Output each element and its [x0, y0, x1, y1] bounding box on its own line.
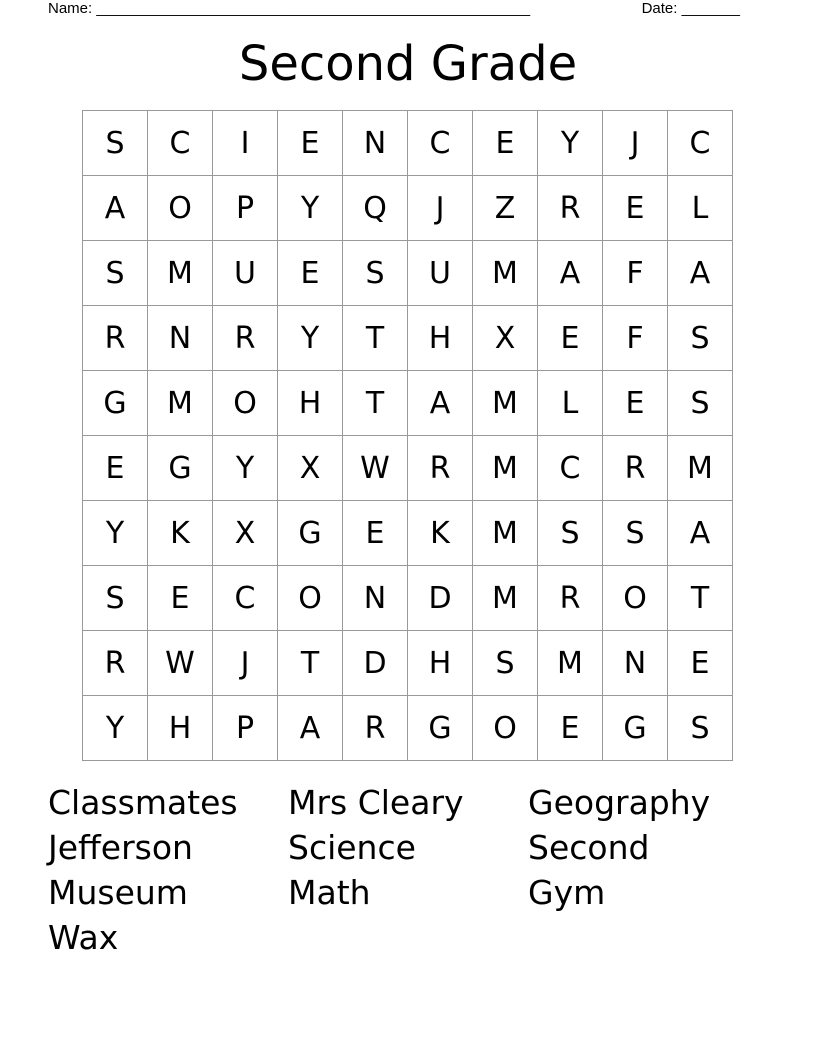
word-list-item: Second — [528, 828, 650, 867]
word-list — [48, 780, 768, 960]
grid-cell: Q — [343, 176, 408, 241]
grid-cell: R — [343, 696, 408, 761]
grid-cell: S — [668, 371, 733, 436]
grid-cell: E — [278, 241, 343, 306]
grid-cell: R — [538, 176, 603, 241]
grid-cell: M — [473, 566, 538, 631]
grid-cell: O — [473, 696, 538, 761]
grid-cell: X — [473, 306, 538, 371]
grid-cell: A — [83, 176, 148, 241]
grid-cell: H — [408, 631, 473, 696]
grid-cell: N — [343, 111, 408, 176]
grid-cell: E — [668, 631, 733, 696]
grid-cell: E — [538, 306, 603, 371]
word-list-item: Geography — [528, 783, 711, 822]
grid-cell: R — [83, 631, 148, 696]
word-list-item: Math — [288, 873, 371, 912]
grid-cell: E — [538, 696, 603, 761]
grid-cell: P — [213, 696, 278, 761]
grid-cell: J — [408, 176, 473, 241]
grid-cell: R — [538, 566, 603, 631]
grid-cell: A — [278, 696, 343, 761]
grid-cell: S — [668, 306, 733, 371]
grid-cell: O — [603, 566, 668, 631]
grid-cell: H — [148, 696, 213, 761]
grid-cell: R — [83, 306, 148, 371]
grid-cell: Y — [83, 501, 148, 566]
grid-cell: C — [538, 436, 603, 501]
grid-cell: H — [278, 371, 343, 436]
grid-cell: D — [343, 631, 408, 696]
word-list-item: Mrs Cleary — [288, 783, 464, 822]
grid-cell: F — [603, 306, 668, 371]
grid-cell: S — [83, 566, 148, 631]
grid-cell: R — [603, 436, 668, 501]
grid-cell: Y — [538, 111, 603, 176]
grid-cell: M — [473, 371, 538, 436]
word-list-item: Science — [288, 828, 416, 867]
grid-cell: J — [213, 631, 278, 696]
grid-cell: S — [343, 241, 408, 306]
grid-cell: X — [213, 501, 278, 566]
grid-cell: U — [408, 241, 473, 306]
grid-cell: E — [343, 501, 408, 566]
word-list-item: Classmates — [48, 783, 238, 822]
grid-cell: Y — [278, 306, 343, 371]
grid-cell: R — [213, 306, 278, 371]
grid-cell: O — [213, 371, 278, 436]
word-search-grid — [82, 110, 733, 761]
header — [48, 0, 740, 20]
grid-cell: A — [538, 241, 603, 306]
grid-cell: Y — [213, 436, 278, 501]
grid-cell: E — [278, 111, 343, 176]
grid-cell: E — [603, 176, 668, 241]
grid-cell: U — [213, 241, 278, 306]
grid-cell: O — [278, 566, 343, 631]
word-list-item: Jefferson — [48, 828, 193, 867]
grid-cell: N — [343, 566, 408, 631]
grid-cell: T — [668, 566, 733, 631]
word-list-item: Museum — [48, 873, 188, 912]
grid-cell: M — [538, 631, 603, 696]
grid-cell: P — [213, 176, 278, 241]
grid-cell: S — [538, 501, 603, 566]
grid-cell: G — [408, 696, 473, 761]
grid-cell: N — [148, 306, 213, 371]
grid-cell: K — [408, 501, 473, 566]
grid-cell: A — [408, 371, 473, 436]
word-list-item: Gym — [528, 873, 606, 912]
grid-cell: T — [278, 631, 343, 696]
grid-cell: C — [148, 111, 213, 176]
grid-cell: M — [473, 436, 538, 501]
grid-cell: S — [473, 631, 538, 696]
grid-cell: M — [668, 436, 733, 501]
grid-cell: E — [83, 436, 148, 501]
grid-cell: I — [213, 111, 278, 176]
grid-cell: G — [83, 371, 148, 436]
grid-cell: X — [278, 436, 343, 501]
grid-cell: T — [343, 306, 408, 371]
grid-cell: S — [668, 696, 733, 761]
grid-cell: M — [148, 371, 213, 436]
grid-cell: F — [603, 241, 668, 306]
grid-cell: J — [603, 111, 668, 176]
grid-cell: S — [603, 501, 668, 566]
grid-cell: L — [538, 371, 603, 436]
grid-cell: G — [603, 696, 668, 761]
grid-cell: N — [603, 631, 668, 696]
name-field-label: Name: ____________________________________________________ — [48, 0, 531, 17]
date-field-label: Date: _______ — [641, 0, 740, 17]
grid-cell: M — [473, 241, 538, 306]
grid-cell: K — [148, 501, 213, 566]
grid-cell: W — [148, 631, 213, 696]
grid-cell: Y — [83, 696, 148, 761]
grid-cell: E — [148, 566, 213, 631]
grid-cell: G — [148, 436, 213, 501]
grid-cell: Y — [278, 176, 343, 241]
grid-cell: H — [408, 306, 473, 371]
grid-cell: O — [148, 176, 213, 241]
grid-cell: A — [668, 241, 733, 306]
grid-cell: D — [408, 566, 473, 631]
grid-cell: R — [408, 436, 473, 501]
grid-cell: T — [343, 371, 408, 436]
grid-cell: C — [668, 111, 733, 176]
grid-cell: G — [278, 501, 343, 566]
grid-cell: C — [408, 111, 473, 176]
grid-cell: S — [83, 241, 148, 306]
grid-cell: L — [668, 176, 733, 241]
grid-cell: E — [473, 111, 538, 176]
grid-cell: A — [668, 501, 733, 566]
page-title: Second Grade — [238, 36, 578, 92]
grid-cell: Z — [473, 176, 538, 241]
grid-cell: M — [148, 241, 213, 306]
word-list-item: Wax — [48, 918, 119, 957]
grid-cell: S — [83, 111, 148, 176]
grid-cell: C — [213, 566, 278, 631]
grid-cell: M — [473, 501, 538, 566]
grid-cell: W — [343, 436, 408, 501]
grid-cell: E — [603, 371, 668, 436]
